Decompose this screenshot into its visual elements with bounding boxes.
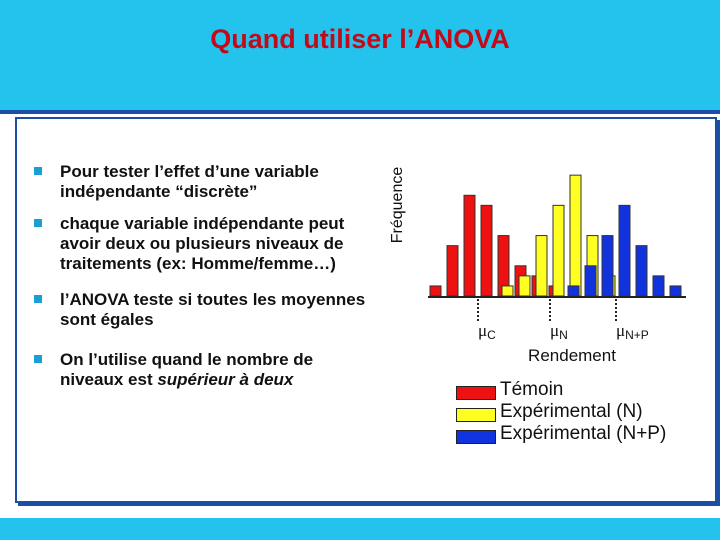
bar-temoin [481,205,492,296]
bullet-item [34,214,374,274]
bar-temoin [447,246,458,296]
bar-np [568,286,579,296]
bullet-text: chaque variable indépendante peut avoir deux ou plusieurs niveaux de traitements (ex: Homme/femme…) [60,214,345,273]
slide-title: Quand utiliser l’ANOVA [210,24,510,54]
bullet-emphasis: supérieur à deux [157,370,294,389]
bar-n [553,205,564,296]
bullet-text-main: On l’utilise quand le nombre de niveaux est [60,350,314,389]
header-divider [0,110,720,114]
x-axis-label: Rendement [528,346,616,365]
legend-item [456,423,716,448]
mean-label [616,321,649,342]
bar-np [653,276,664,296]
mean-subscript: N [559,328,568,342]
bars-group [430,175,681,296]
legend-swatch-temoin [456,386,496,400]
bullet-text: l’ANOVA teste si toutes les moyennes sont égales [60,290,366,329]
legend-label: Expérimental (N) [500,401,643,422]
bar-n [502,286,513,296]
legend-swatch-n [456,408,496,422]
bar-np [670,286,681,296]
bar-n [536,236,547,296]
mean-symbol: μ [478,321,488,340]
mean-label [478,321,496,342]
bullet-marker-icon [34,295,42,303]
legend-label: Témoin [500,379,564,400]
mean-symbol: μ [550,321,560,340]
bar-np [602,236,613,296]
bullet-item [34,350,374,390]
bar-n [570,175,581,296]
bar-np [585,266,596,296]
bar-temoin [430,286,441,296]
mean-symbol: μ [616,321,626,340]
histogram-chart [380,125,720,525]
header-bar [0,0,720,112]
bullet-marker-icon [34,219,42,227]
bullet-item [34,290,374,330]
legend-swatch-np [456,430,496,444]
y-axis-label: Fréquence [389,166,406,244]
bullet-list [34,162,374,412]
mean-label [550,321,568,342]
legend-label: Expérimental (N+P) [500,423,667,444]
bullet-item [34,162,374,202]
bullet-marker-icon [34,355,42,363]
bullet-marker-icon [34,167,42,175]
mean-subscript: N+P [625,328,649,342]
bar-n [519,276,530,296]
bar-temoin [464,195,475,296]
bullet-text: Pour tester l’effet d’une variable indépendante “discrète” [60,162,319,201]
bar-np [636,246,647,296]
bullet-text [60,350,374,390]
footer-bar [0,518,720,540]
mean-subscript: C [487,328,496,342]
bar-np [619,205,630,296]
mean-markers-group [478,299,649,342]
